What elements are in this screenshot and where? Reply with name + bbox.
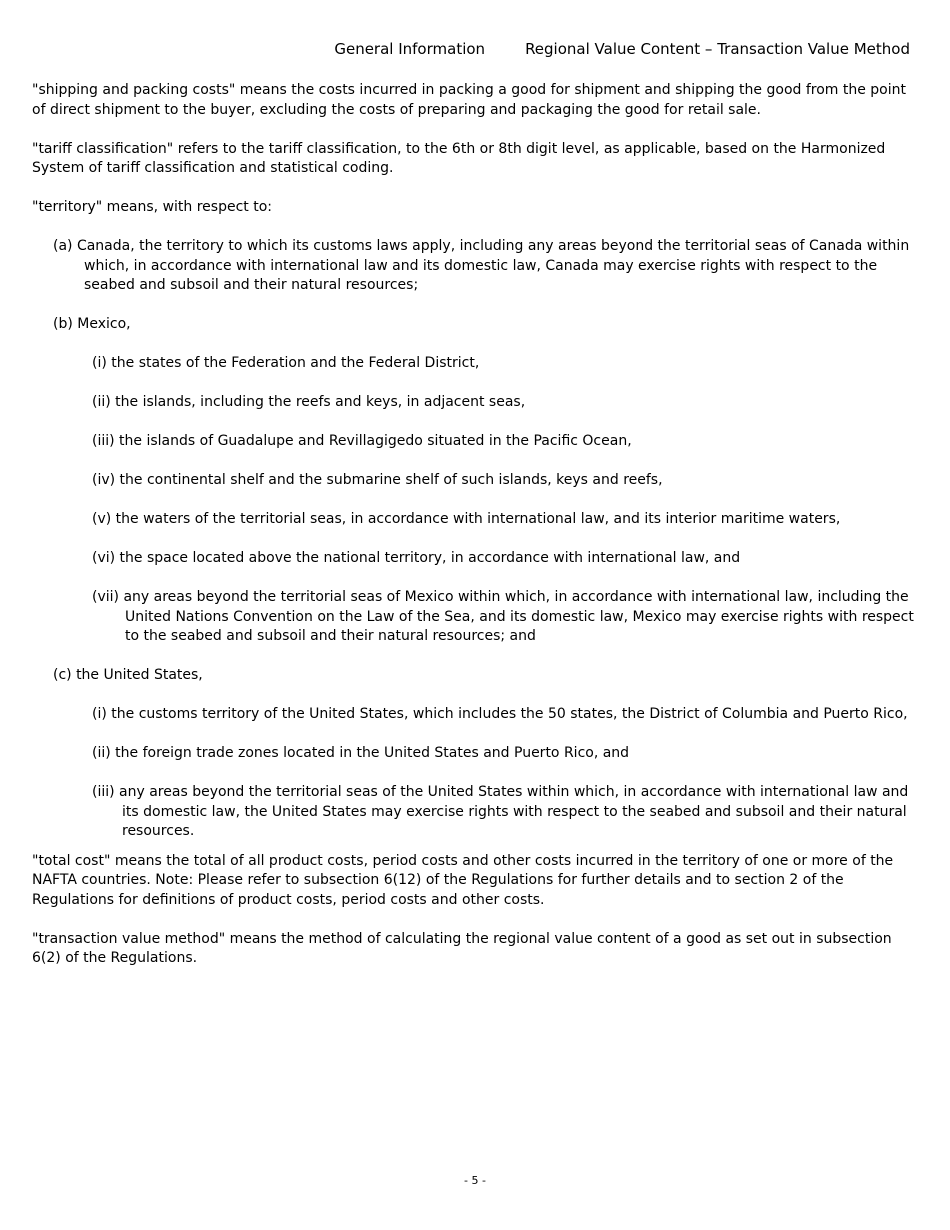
definition-shipping-packing-costs	[32, 81, 920, 120]
definition-text: refers to the tariff classification, to the 6th or 8th digit level, as applicable, based on the Harmonized System of tariff classification and statistical coding.	[32, 140, 886, 176]
us-item: (ii) the foreign trade zones located in the United States and Puerto Rico, and	[92, 745, 630, 761]
definition-term: "total cost"	[32, 852, 111, 869]
definition-tariff-classification	[32, 140, 920, 179]
definition-text: means the total of all product costs, period costs and other costs incurred in the territory of one or more of the NAFTA countries. Note: Please refer to subsection 6(12) of the Regulations for further details and to section 2 of the Regulations for definitions of product costs, period costs and other costs.	[32, 852, 894, 908]
mexico-item: (ii) the islands, including the reefs and keys, in adjacent seas,	[92, 394, 526, 410]
mexico-item: (v) the waters of the territorial seas, in accordance with international law, and its interior maritime waters,	[92, 511, 841, 527]
definition-term: "shipping and packing costs"	[32, 82, 236, 98]
mexico-item: (iv) the continental shelf and the submarine shelf of such islands, keys and reefs,	[92, 472, 663, 488]
us-item: (iii) any areas beyond the territorial seas of the United States within which, in accordance with international law and its domestic law, the United States may exercise rights with respect to the seabed and subsoil and their natural resources.	[92, 784, 909, 839]
definition-term: "territory"	[32, 199, 103, 215]
us-item: (i) the customs territory of the United States, which includes the 50 states, the District of Columbia and Puerto Rico,	[92, 706, 908, 722]
page-number: - 5 -	[464, 1174, 486, 1187]
page-header	[334, 40, 910, 58]
territory-united-states: (c) the United States,	[53, 667, 203, 683]
mexico-item: (vii) any areas beyond the territorial seas of Mexico within which, in accordance with international law, including the United Nations Convention on the Law of the Sea, and its domestic law, Mexico may exercise rights with respect to the seabed and subsoil and their natural resources; and	[92, 589, 914, 644]
mexico-item: (iii) the islands of Guadalupe and Revillagigedo situated in the Pacific Ocean,	[92, 433, 632, 449]
definition-term: "tariff classification"	[32, 140, 174, 157]
mexico-item: (vi) the space located above the national territory, in accordance with international law, and	[92, 550, 741, 566]
definition-total-cost	[32, 852, 920, 911]
territory-mexico: (b) Mexico,	[53, 316, 131, 332]
header-topic-title: Regional Value Content – Transaction Value Method	[525, 40, 910, 58]
definition-text: means, with respect to:	[102, 199, 272, 215]
definition-territory	[32, 198, 920, 218]
definition-term: "transaction value method"	[32, 930, 226, 947]
mexico-item: (i) the states of the Federation and the Federal District,	[92, 355, 480, 371]
definition-text: means the method of calculating the regional value content of a good as set out in subsection 6(2) of the Regulations.	[32, 930, 892, 966]
header-section-title: General Information	[334, 40, 486, 58]
definition-text: means the costs incurred in packing a good for shipment and shipping the good from the point of direct shipment to the buyer, excluding the costs of preparing and packaging the good for retail sale.	[32, 82, 906, 118]
definition-transaction-value-method	[32, 930, 920, 969]
document-body	[32, 81, 920, 988]
territory-canada: (a) Canada, the territory to which its customs laws apply, including any areas beyond the territorial seas of Canada within which, in accordance with international law and its domestic law, Canada may exercise rights with respect to the seabed and subsoil and their natural resources;	[53, 238, 910, 293]
